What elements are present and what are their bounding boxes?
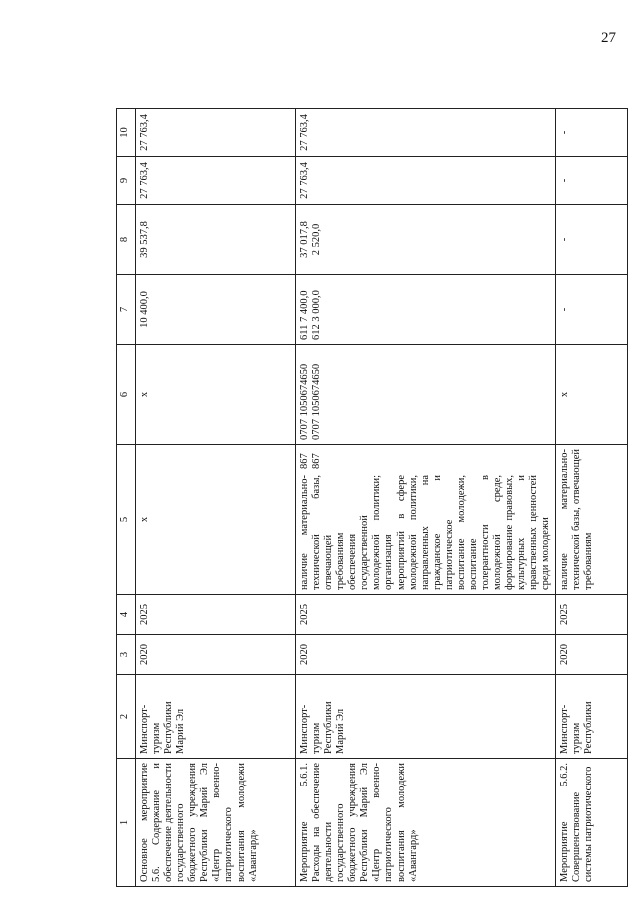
end-year: 2025 [136,595,296,635]
expected-result-cell [296,445,556,595]
amount-2022: - [556,157,628,205]
amount-2020: 611 7 400,0 612 3 000,0 [296,275,556,345]
col-header: 3 [117,635,136,675]
amount-2023: 27 763,4 [136,109,296,157]
amount-2021: - [556,205,628,275]
start-year: 2020 [296,635,556,675]
budget-code: 0707 1050674650 0707 1050674650 [296,345,556,445]
amount-2023: - [556,109,628,157]
expected-result: наличие материально-технической базы, отвечающей требованиям [556,445,628,595]
col-header: 10 [117,109,136,157]
end-year: 2025 [296,595,556,635]
expected-result: x [136,445,296,595]
table-row [556,109,628,887]
measure-name: Мероприятие 5.6.1. Расходы на обеспечение деятельности государственного бюджетного учреждения Республики Марий Эл «Центр военно-патриотического воспитания молодежи «Авангард» [296,759,556,887]
table-row [136,109,296,887]
col-header: 6 [117,345,136,445]
executor: Минспорт-туризм Республики Марий Эл [136,675,296,759]
amount-2021: 37 017,8 2 520,0 [296,205,556,275]
col-header: 7 [117,275,136,345]
end-year: 2025 [556,595,628,635]
expected-result: наличие материально-технической базы, отвечающей требованиям обеспечения государственной молодежной политики; организация мероприятий в сфере молодежной политики, направленных на гражданское и патриотическое воспитание молодежи, воспитание толерантности в молодежной среде, формирование правовых, культурных и нравственных ценностей среди молодежи [299,475,552,590]
col-header: 1 [117,759,136,887]
col-header: 8 [117,205,136,275]
col-header: 4 [117,595,136,635]
measure-name: Основное мероприятие 5.6. Содержание и обеспечение деятельности государственного бюджетного учреждения Республики Марий Эл «Центр военно-патриотического воспитания молодежи «Авангард» [136,759,296,887]
grbs-code: 867 867 [299,453,323,469]
amount-2020: 10 400,0 [136,275,296,345]
table-row [296,109,556,887]
col-header: 5 [117,445,136,595]
amount-2023: 27 763,4 [296,109,556,157]
executor: Минспорт-туризм Республики Марий Эл [296,675,556,759]
budget-code: x [556,345,628,445]
amount-2021: 39 537,8 [136,205,296,275]
executor: Минспорт-туризм Республики [556,675,628,759]
amount-2022: 27 763,4 [296,157,556,205]
col-header: 9 [117,157,136,205]
amount-2020: - [556,275,628,345]
start-year: 2020 [556,635,628,675]
budget-code: x [136,345,296,445]
page-number: 27 [601,30,616,46]
amount-2022: 27 763,4 [136,157,296,205]
start-year: 2020 [136,635,296,675]
program-table [116,108,628,887]
col-header: 2 [117,675,136,759]
measure-name: Мероприятие 5.6.2. Совершенствование системы патриотического [556,759,628,887]
header-row [117,109,136,887]
